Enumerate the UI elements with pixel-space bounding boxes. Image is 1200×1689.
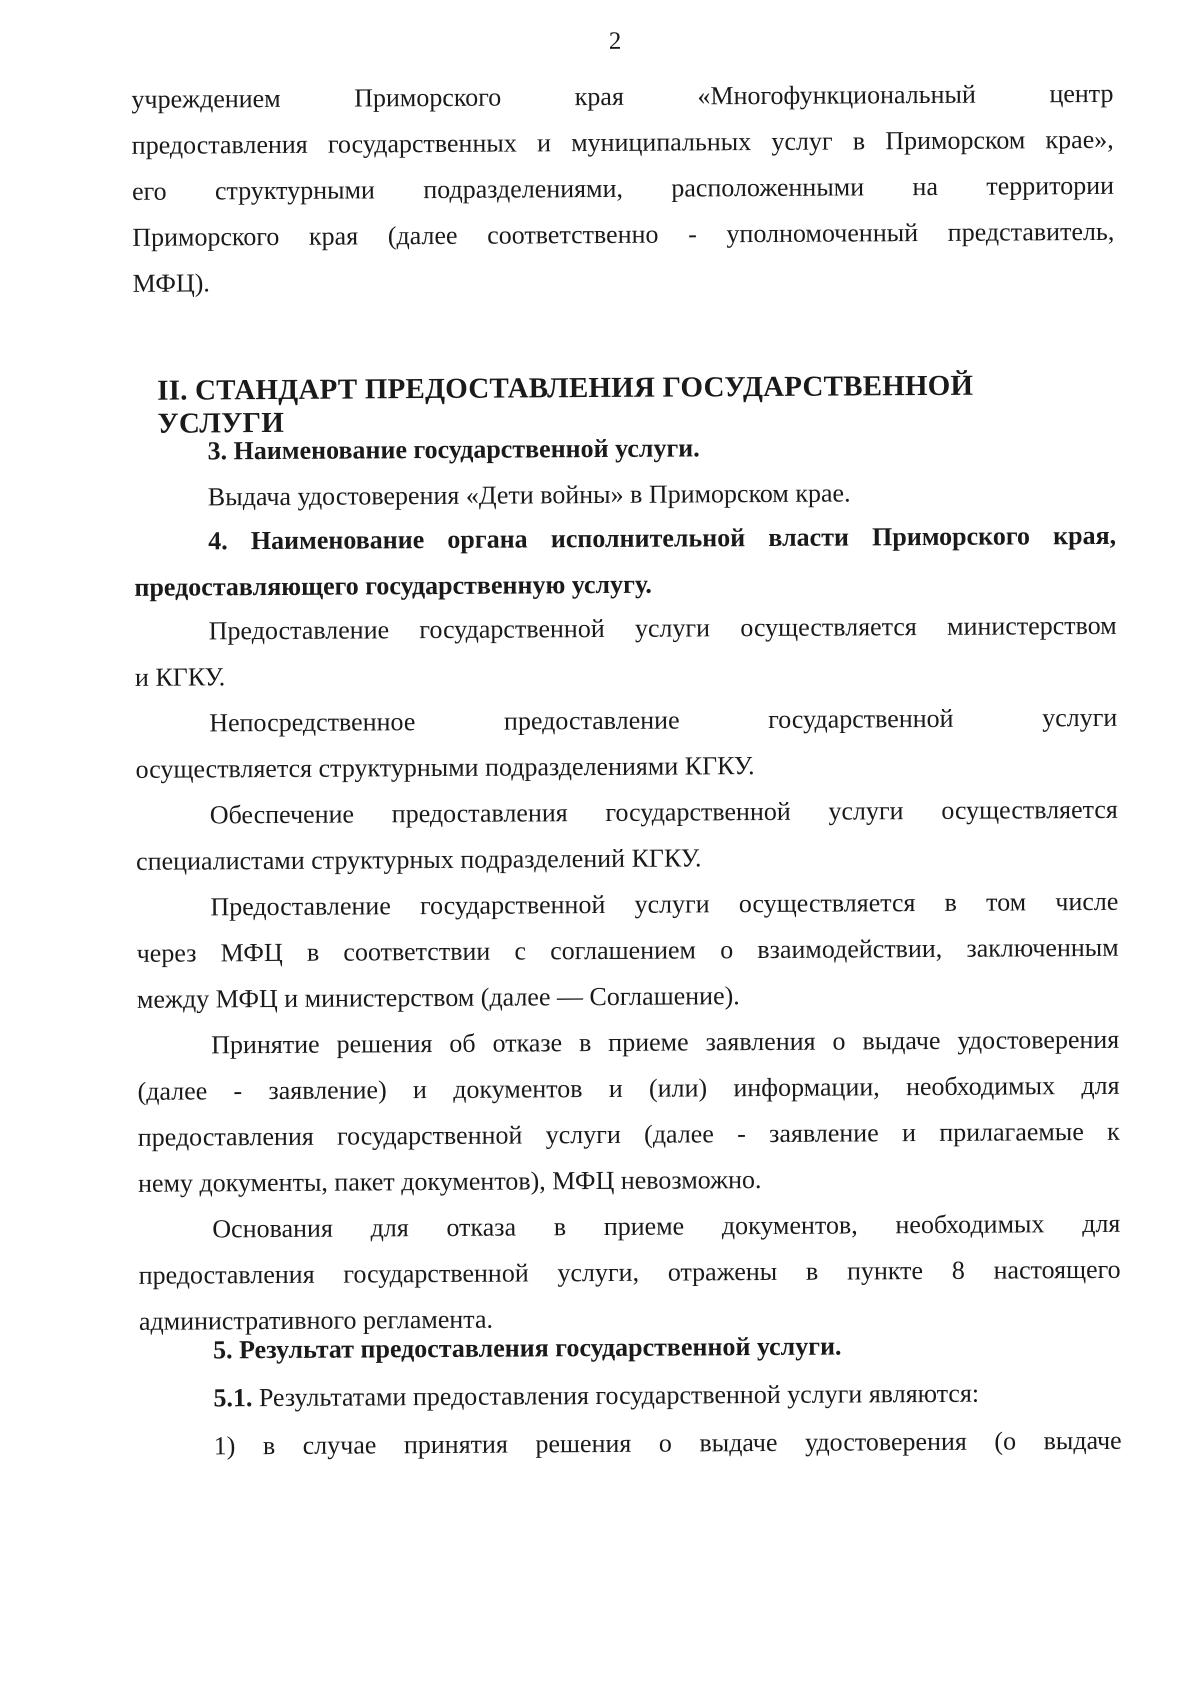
item-3 <box>133 423 1116 521</box>
item-4-title-line-2: предоставляющего государственную услугу. <box>134 569 652 602</box>
item-5-title: 5. Результат предоставления государственной услуги. <box>213 1331 842 1365</box>
item-4-p5-line-3: предоставления государственной услуги (далее - заявление и прилагаемые к <box>137 1116 1120 1152</box>
intro-line-4: Приморского края (далее соответственно - уполномоченный представитель, <box>132 216 1115 252</box>
section-heading: II. СТАНДАРТ ПРЕДОСТАВЛЕНИЯ ГОСУДАРСТВЕННОЙ УСЛУГИ <box>157 369 974 440</box>
intro-line-1: учреждением Приморского края «Многофункциональный центр <box>131 78 1114 114</box>
item-4-title <box>134 513 1117 611</box>
item-5 <box>139 1321 1122 1471</box>
item-4-p5-line-1: Принятие решения об отказе в приеме заявления о выдаче удостоверения <box>211 1024 1120 1060</box>
item-4-p2-line-1: Непосредственное предоставление государственной услуги <box>209 702 1118 738</box>
intro-line-5: МФЦ). <box>132 268 210 298</box>
intro-paragraph <box>131 71 1114 307</box>
item-4-p5-line-4: нему документы, пакет документов), МФЦ невозможно. <box>137 1165 762 1198</box>
item-4-p6-line-2: предоставления государственной услуги, отражены в пункте 8 настоящего <box>138 1254 1121 1290</box>
item-4-title-line-1: 4. Наименование органа исполнительной власти Приморского края, <box>208 520 1117 556</box>
item-4-p6-line-1: Основания для отказа в приеме документов, необходимых для <box>212 1208 1121 1244</box>
item-5-list-1: 1) в случае принятия решения о выдаче удостоверения (о выдаче <box>213 1425 1122 1461</box>
item-4-p3-line-2: специалистами структурных подразделений КГКУ. <box>136 843 702 876</box>
item-4-p6-line-3: административного регламента. <box>138 1304 494 1336</box>
item-4-p4-line-3: между МФЦ и министерством (далее — Соглашение). <box>136 981 740 1014</box>
item-4-p4-line-2: через МФЦ в соответствии с соглашением о взаимодействии, заключенным <box>136 932 1119 968</box>
item-4-p4-line-1: Предоставление государственной услуги осуществляется в том числе <box>210 886 1119 922</box>
item-3-text: Выдача удостоверения «Дети войны» в Приморском крае. <box>207 478 851 512</box>
item-3-title: 3. Наименование государственной услуги. <box>207 433 700 466</box>
page-number: 2 <box>608 27 622 55</box>
item-4-p1-line-1: Предоставление государственной услуги осуществляется министерством <box>208 610 1117 646</box>
item-5-1-text: Результатами предоставления государственной услуги являются: <box>252 1378 980 1413</box>
item-4-body <box>135 603 1121 1345</box>
item-4-p3-line-1: Обеспечение предоставления государственной услуги осуществляется <box>209 794 1118 830</box>
item-4-p1-line-2: и КГКУ. <box>134 662 226 692</box>
intro-line-2: предоставления государственных и муниципальных услуг в Приморском крае», <box>131 124 1114 160</box>
intro-line-3: его структурными подразделениями, расположенными на территории <box>131 170 1115 206</box>
item-5-1-line <box>139 1369 1121 1423</box>
item-4-p5-line-2: (далее - заявление) и документов и (или) информации, необходимых для <box>137 1070 1120 1106</box>
item-5-1-number: 5.1. <box>213 1383 253 1413</box>
item-4-p2-line-2: осуществляется структурными подразделениями КГКУ. <box>135 751 755 784</box>
